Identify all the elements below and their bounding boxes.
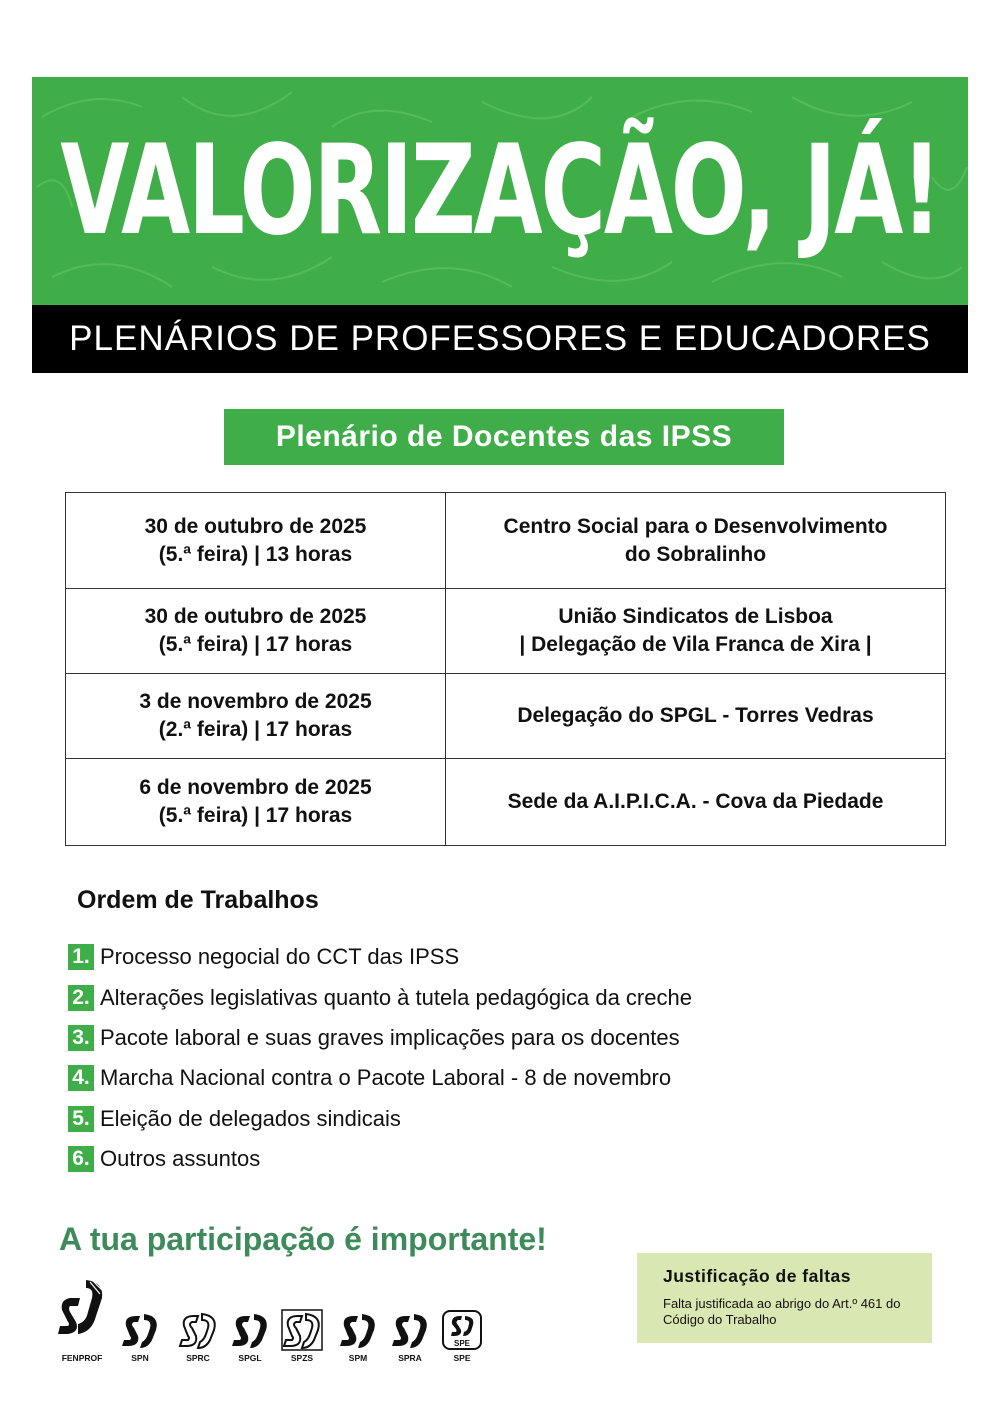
table-row <box>66 493 946 589</box>
table-row <box>66 759 946 846</box>
session-date: 30 de outubro de 2025 <box>144 514 367 538</box>
table-row <box>66 589 946 674</box>
table-row <box>66 674 946 759</box>
spra-logo <box>388 1308 432 1363</box>
logo-label: SPGL <box>238 1353 262 1363</box>
logo-label: SPN <box>131 1353 149 1363</box>
absence-note-title: Justificação de faltas <box>663 1266 852 1286</box>
session-time: (2.ª feira) | 17 horas <box>158 718 353 741</box>
session-datetime <box>66 589 446 674</box>
call-to-action: A tua participação é importante! <box>59 1221 547 1257</box>
spra-logo-icon <box>388 1308 432 1352</box>
logo-label: SPZS <box>290 1353 314 1363</box>
spn-logo <box>118 1308 162 1363</box>
item-number: 4. <box>68 1065 94 1091</box>
session-date: 30 de outubro de 2025 <box>144 605 367 628</box>
logo-label: SPRC <box>186 1353 210 1363</box>
sprc-logo-icon <box>176 1308 220 1352</box>
spe-logo-icon <box>440 1308 484 1352</box>
fenprof-logo-icon <box>56 1276 108 1352</box>
fenprof-logo <box>56 1276 108 1363</box>
session-place-line: Delegação do SPGL - Torres Vedras <box>517 704 874 727</box>
spe-logo <box>440 1308 484 1363</box>
list-item <box>68 1139 692 1179</box>
spm-logo <box>336 1308 380 1363</box>
item-number: 6. <box>68 1146 94 1172</box>
item-text: Processo negocial do CCT das IPSS <box>100 944 460 970</box>
banner-subtitle: PLENÁRIOS DE PROFESSORES E EDUCADORES <box>32 305 968 373</box>
spgl-logo-icon <box>228 1308 272 1352</box>
session-time: (5.ª feira) | 17 horas <box>158 804 353 827</box>
union-logos <box>56 1268 496 1363</box>
session-place-line: Centro Social para o Desenvolvimento <box>503 514 888 538</box>
spn-logo-icon <box>118 1308 162 1352</box>
header-banner <box>32 77 968 305</box>
item-number: 3. <box>68 1025 94 1051</box>
session-place-line: Sede da A.I.P.I.C.A. - Cova da Piedade <box>507 790 884 813</box>
spzs-logo <box>280 1308 324 1363</box>
spzs-logo-icon <box>280 1308 324 1352</box>
logo-label: SPE <box>453 1353 471 1363</box>
list-item <box>68 1099 692 1139</box>
list-item <box>68 937 692 977</box>
item-text: Pacote laboral e suas graves implicações para os docentes <box>100 1024 680 1050</box>
list-item <box>68 1058 692 1098</box>
schedule-table <box>65 492 946 846</box>
session-place <box>446 493 946 589</box>
session-datetime <box>66 493 446 589</box>
item-number: 2. <box>68 985 94 1011</box>
session-date: 6 de novembro de 2025 <box>139 776 372 799</box>
logo-label: FENPROF <box>61 1353 103 1363</box>
session-place-line: do Sobralinho <box>624 542 767 566</box>
session-time: (5.ª feira) | 17 horas <box>158 633 353 656</box>
session-place <box>446 674 946 759</box>
session-place-line: | Delegação de Vila Franca de Xira | <box>519 633 872 656</box>
session-place <box>446 759 946 846</box>
spgl-logo <box>228 1308 272 1363</box>
item-number: 1. <box>68 944 94 970</box>
item-text: Alterações legislativas quanto à tutela pedagógica da creche <box>100 984 692 1010</box>
item-number: 5. <box>68 1106 94 1132</box>
session-time: (5.ª feira) | 13 horas <box>158 542 353 566</box>
agenda-title: Ordem de Trabalhos <box>77 886 319 914</box>
spm-logo-icon <box>336 1308 380 1352</box>
session-datetime <box>66 674 446 759</box>
item-text: Marcha Nacional contra o Pacote Laboral - 8 de novembro <box>100 1065 672 1091</box>
logo-label: SPRA <box>398 1353 422 1363</box>
absence-note-text: Falta justificada ao abrigo do Art.º 461 do Código do Trabalho <box>663 1296 901 1327</box>
session-place-line: União Sindicatos de Lisboa <box>558 605 833 628</box>
item-text: Outros assuntos <box>100 1146 261 1172</box>
list-item <box>68 977 692 1017</box>
item-text: Eleição de delegados sindicais <box>100 1105 401 1131</box>
section-title: Plenário de Docentes das IPSS <box>224 409 784 465</box>
agenda-list <box>68 937 692 1179</box>
session-datetime <box>66 759 446 846</box>
absence-note-box <box>637 1253 932 1343</box>
svg-text:SPE: SPE <box>453 1339 471 1348</box>
banner-title: VALORIZAÇÃO, JÁ! <box>60 119 940 263</box>
session-place <box>446 589 946 674</box>
sprc-logo <box>176 1308 220 1363</box>
logo-label: SPM <box>348 1353 368 1363</box>
list-item <box>68 1018 692 1058</box>
session-date: 3 de novembro de 2025 <box>139 690 372 713</box>
